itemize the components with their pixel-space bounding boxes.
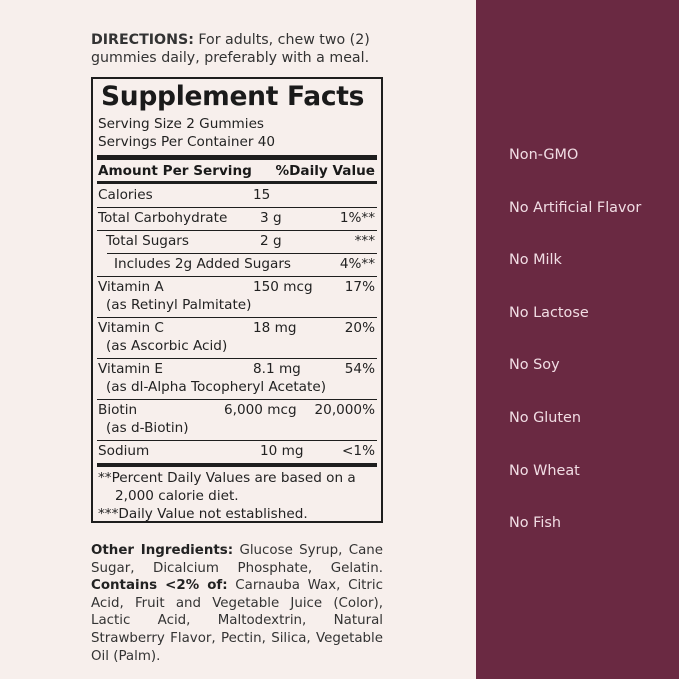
footnote-percent-dv: **Percent Daily Values are based on a bbox=[98, 470, 356, 486]
claim-no-artificial-flavor: No Artificial Flavor bbox=[509, 199, 642, 216]
other-ingredients bbox=[91, 542, 383, 665]
thick-divider bbox=[97, 155, 377, 160]
nutrient-amount: 8.1 mg bbox=[253, 361, 301, 377]
nutrient-source: (as d-Biotin) bbox=[106, 420, 189, 436]
nutrient-amount: 3 g bbox=[260, 210, 282, 226]
nutrient-dv: 54% bbox=[344, 361, 375, 377]
amount-per-serving-label: Amount Per Serving bbox=[98, 163, 252, 179]
row-divider bbox=[97, 207, 377, 208]
nutrient-amount: 15 bbox=[253, 187, 271, 203]
thick-divider bbox=[97, 463, 377, 467]
claim-no-milk: No Milk bbox=[509, 252, 562, 269]
nutrient-name: Total Sugars bbox=[106, 233, 189, 249]
nutrient-name: Biotin bbox=[98, 402, 138, 418]
nutrient-source: (as Ascorbic Acid) bbox=[106, 338, 228, 354]
row-divider bbox=[97, 399, 377, 400]
nutrient-source: (as dl-Alpha Tocopheryl Acetate) bbox=[106, 379, 327, 395]
claims-list bbox=[509, 147, 641, 568]
nutrient-row-total-carbohydrate bbox=[98, 209, 375, 227]
row-divider bbox=[97, 440, 377, 441]
contains-text: Carnauba Wax, Citric Acid, Fruit and Vegetable Juice (Color), Lactic Acid, Maltodextrin, Natural Strawberry Flavor, Pectin, Silica, Vegetable Oil (Palm). bbox=[91, 578, 383, 664]
claim-no-fish: No Fish bbox=[509, 515, 561, 532]
claim-non-gmo: Non-GMO bbox=[509, 147, 579, 163]
nutrient-row-sodium bbox=[98, 442, 375, 460]
nutrient-row-vitamin-e bbox=[98, 360, 375, 396]
claim-no-lactose: No Lactose bbox=[509, 304, 589, 321]
nutrient-name: Vitamin C bbox=[98, 320, 164, 336]
row-divider bbox=[97, 230, 377, 231]
claim-no-wheat: No Wheat bbox=[509, 462, 580, 479]
nutrient-row-vitamin-a bbox=[98, 278, 375, 314]
nutrient-name: Total Carbohydrate bbox=[98, 210, 228, 226]
nutrient-row-added-sugars bbox=[98, 255, 375, 273]
other-ingredients-text: Glucose Syrup, Cane Sugar, Dicalcium Phosphate, Gelatin. bbox=[91, 543, 384, 576]
nutrient-dv: 17% bbox=[344, 279, 375, 295]
supplement-facts-title: Supplement Facts bbox=[101, 81, 365, 112]
row-divider bbox=[97, 317, 377, 318]
nutrient-dv: 20% bbox=[344, 320, 375, 336]
directions-label: DIRECTIONS: bbox=[91, 32, 194, 48]
nutrient-dv: *** bbox=[354, 233, 375, 249]
nutrient-row-calories bbox=[98, 186, 375, 204]
other-ingredients-label: Other Ingredients: bbox=[91, 543, 234, 558]
row-divider bbox=[107, 253, 377, 254]
directions-body: For adults, chew two (2) gummies daily, preferably with a meal. bbox=[91, 32, 370, 66]
nutrient-amount: 6,000 mcg bbox=[224, 402, 297, 418]
nutrient-source: (as Retinyl Palmitate) bbox=[106, 297, 252, 313]
nutrient-name: Calories bbox=[98, 187, 153, 203]
row-divider bbox=[97, 358, 377, 359]
claim-no-gluten: No Gluten bbox=[509, 409, 582, 426]
servings-per-container: Servings Per Container 40 bbox=[98, 134, 276, 150]
nutrient-row-total-sugars bbox=[98, 232, 375, 250]
daily-value-label: %Daily Value bbox=[275, 163, 375, 179]
nutrient-row-biotin bbox=[98, 401, 375, 437]
medium-divider bbox=[97, 181, 377, 184]
nutrient-name: Vitamin E bbox=[98, 361, 163, 377]
contains-label: Contains <2% of: bbox=[91, 578, 228, 594]
nutrient-dv: 20,000% bbox=[314, 402, 375, 418]
claim-no-soy: No Soy bbox=[509, 357, 560, 374]
nutrient-amount: 150 mcg bbox=[253, 279, 313, 295]
nutrient-amount: 10 mg bbox=[260, 443, 304, 459]
directions-text bbox=[91, 31, 387, 67]
nutrient-name: Includes 2g Added Sugars bbox=[114, 256, 291, 272]
amount-header bbox=[98, 163, 375, 179]
nutrient-dv: 1%** bbox=[339, 210, 375, 226]
row-divider bbox=[97, 276, 377, 277]
nutrient-amount: 2 g bbox=[260, 233, 282, 249]
footnote-dv-not-established: ***Daily Value not established. bbox=[98, 506, 308, 522]
nutrient-name: Vitamin A bbox=[98, 279, 164, 295]
footnote-calorie-diet: 2,000 calorie diet. bbox=[115, 488, 239, 504]
nutrient-name: Sodium bbox=[98, 443, 150, 459]
nutrient-amount: 18 mg bbox=[253, 320, 297, 336]
nutrient-dv: 4%** bbox=[339, 256, 375, 272]
nutrient-dv: <1% bbox=[342, 443, 375, 459]
nutrient-row-vitamin-c bbox=[98, 319, 375, 355]
supplement-facts-panel bbox=[91, 77, 383, 523]
serving-size: Serving Size 2 Gummies bbox=[98, 116, 265, 132]
